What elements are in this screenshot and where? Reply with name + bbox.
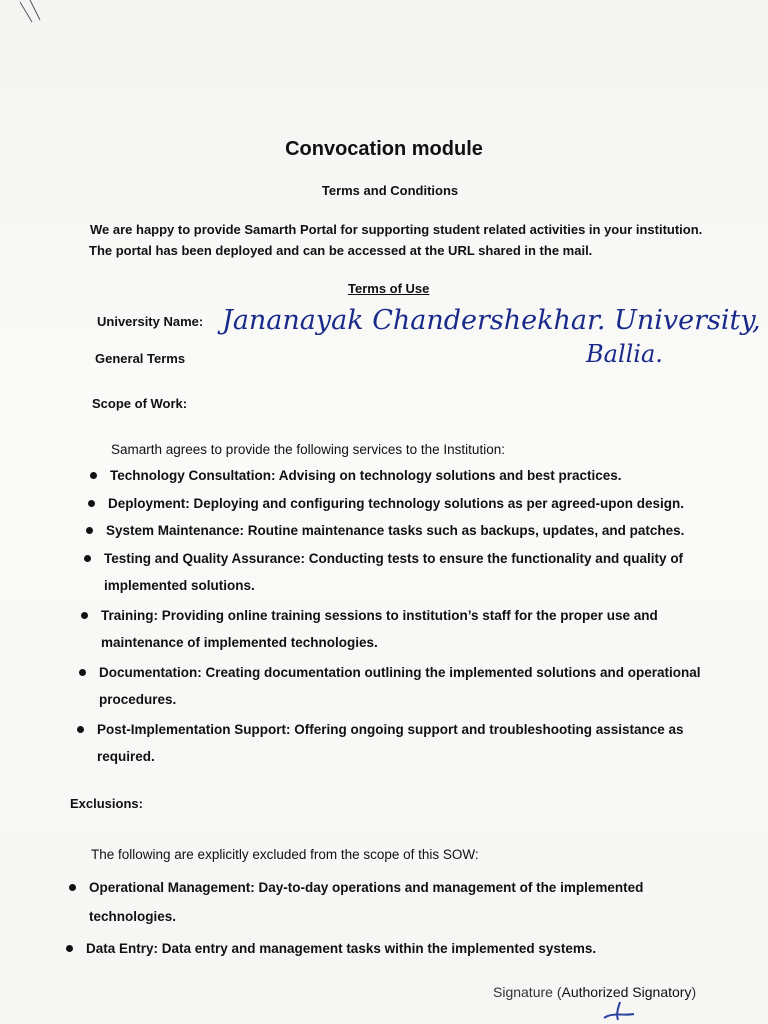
intro-line-1: We are happy to provide Samarth Portal for supporting student related activities in your institution. — [90, 222, 703, 237]
list-item — [110, 462, 622, 489]
list-item — [89, 874, 643, 930]
pen-scratch-mark — [18, 0, 58, 30]
list-item — [97, 716, 684, 770]
list-item-text: Technology Consultation: Advising on technology solutions and best practices. — [110, 468, 622, 483]
terms-of-use-heading: Terms of Use — [348, 281, 430, 296]
document-subtitle: Terms and Conditions — [321, 183, 459, 198]
list-item-text-continued: implemented solutions. — [104, 578, 255, 593]
list-item-text: Training: Providing online training sessions to institution’s staff for the proper use and — [101, 608, 658, 623]
signature-scribble — [598, 998, 638, 1024]
list-item — [101, 602, 658, 656]
scope-of-work-label: Scope of Work: — [92, 396, 188, 411]
bullet-icon — [81, 612, 88, 619]
list-item-text-continued: required. — [97, 749, 155, 764]
list-item-text: Operational Management: Day-to-day operations and management of the implemented — [89, 880, 644, 895]
bullet-icon — [88, 500, 95, 507]
bullet-icon — [77, 726, 84, 733]
list-item — [108, 490, 684, 517]
list-item-text: Post-Implementation Support: Offering ongoing support and troubleshooting assistance as — [97, 722, 684, 737]
university-name-label: University Name: — [97, 314, 204, 329]
list-item-text-continued: procedures. — [99, 692, 177, 707]
list-item-text-continued: maintenance of implemented technologies. — [101, 635, 378, 650]
list-item-text: Testing and Quality Assurance: Conducting tests to ensure the functionality and quality of — [104, 551, 684, 566]
document-title: Convocation module — [285, 138, 483, 160]
university-name-handwritten: Jananayak Chandershekhar. University, — [222, 305, 761, 336]
signature-role: Authorized Signatory — [561, 984, 692, 1000]
list-item — [106, 517, 684, 544]
signature-line — [493, 984, 696, 1000]
list-item-text: Data Entry: Data entry and management tasks within the implemented systems. — [86, 941, 597, 956]
list-item — [99, 659, 701, 713]
bullet-icon — [90, 472, 97, 479]
exclusions-label: Exclusions: — [70, 796, 143, 811]
bullet-icon — [86, 527, 93, 534]
bullet-icon — [69, 884, 76, 891]
list-item-text-continued: technologies. — [89, 909, 177, 924]
list-item-text: Deployment: Deploying and configuring technology solutions as per agreed-upon design. — [108, 496, 685, 511]
bullet-icon — [84, 555, 91, 562]
exclusions-intro: The following are explicitly excluded from the scope of this SOW: — [91, 847, 479, 862]
intro-line-2: The portal has been deployed and can be accessed at the URL shared in the mail. — [89, 243, 593, 258]
signature-suffix: ) — [691, 984, 697, 1000]
list-item — [104, 545, 683, 599]
signature-prefix: Signature ( — [493, 984, 562, 1000]
bullet-icon — [66, 945, 73, 952]
general-terms-label: General Terms — [95, 351, 186, 366]
list-item-text: Documentation: Creating documentation outlining the implemented solutions and operational — [99, 665, 701, 680]
scope-intro: Samarth agrees to provide the following services to the Institution: — [111, 442, 505, 457]
list-item — [86, 935, 596, 962]
university-city-handwritten: Ballia. — [586, 340, 663, 368]
list-item-text: System Maintenance: Routine maintenance tasks such as backups, updates, and patches. — [106, 523, 685, 538]
bullet-icon — [79, 669, 86, 676]
